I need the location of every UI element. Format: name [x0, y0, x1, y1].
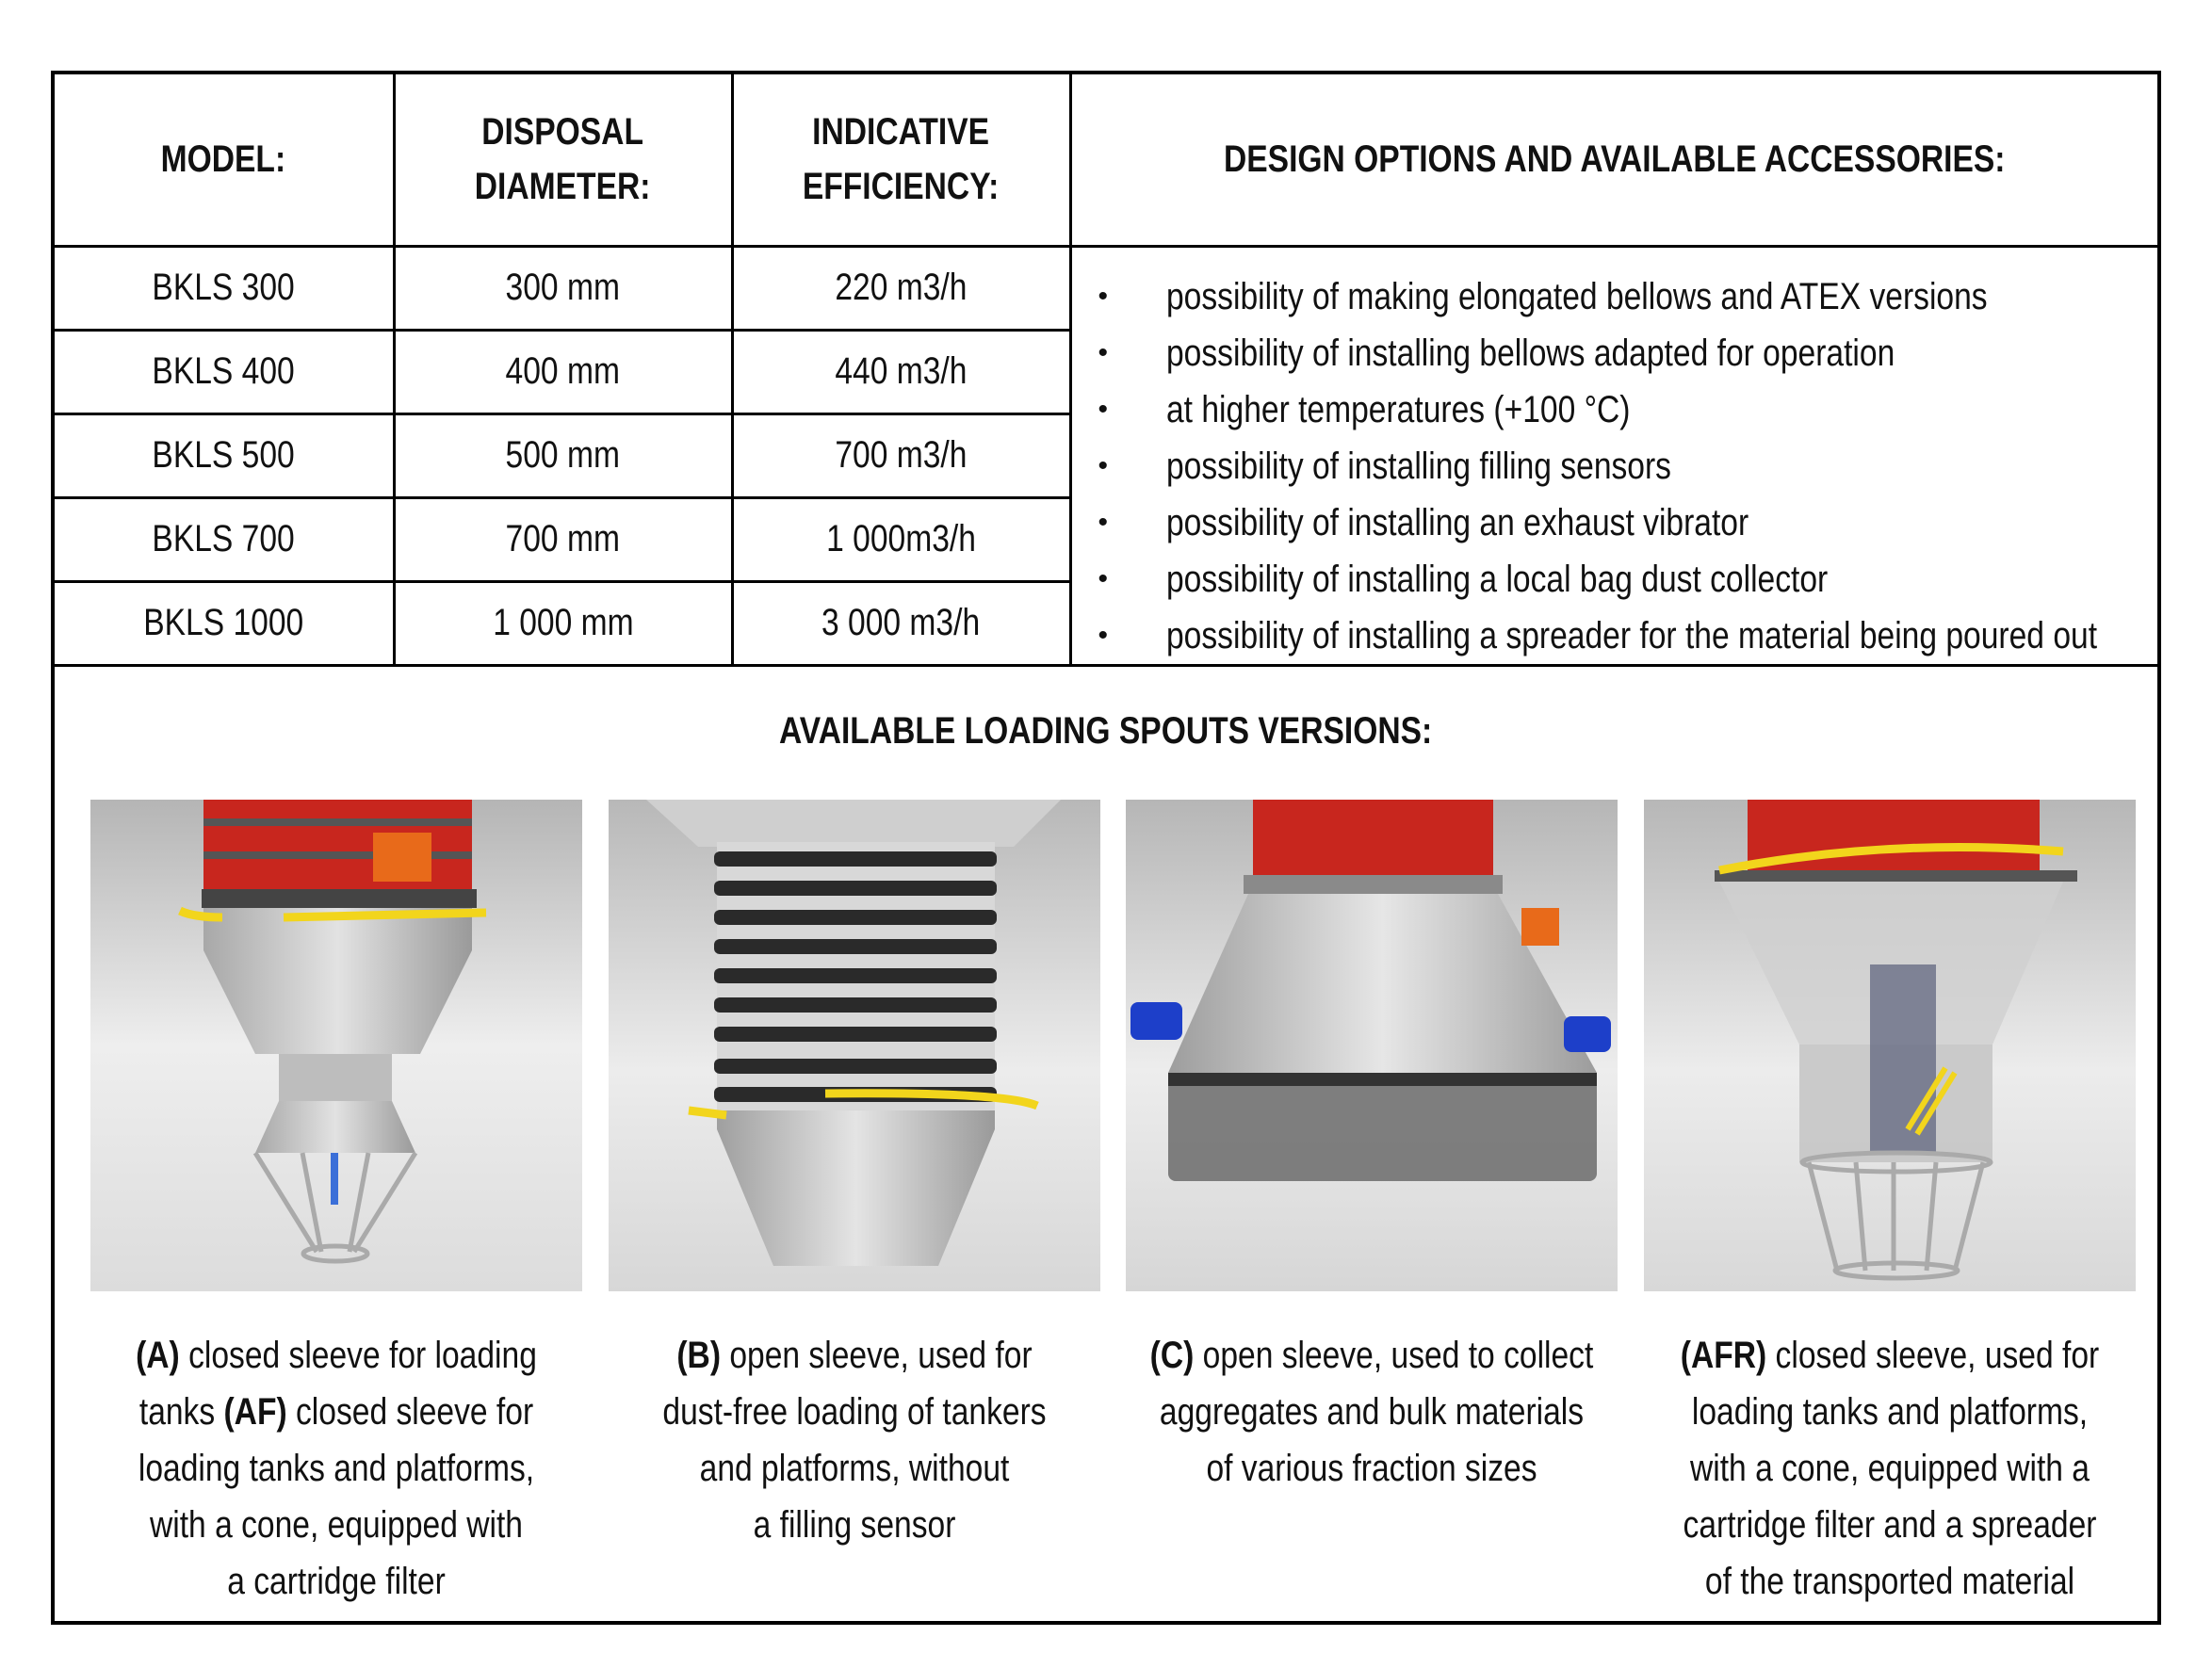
cell-diameter: 500 mm	[394, 413, 732, 497]
cell-efficiency: 1 000m3/h	[732, 497, 1070, 581]
list-item: • possibility of installing filling sensors	[1098, 445, 1671, 487]
cell-model: BKLS 300	[55, 246, 394, 330]
spout-caption-b: (B) open sleeve, used for dust-free loading of tankers and platforms, without a filling sensor	[662, 1335, 1047, 1546]
spout-card-afr	[1644, 800, 2136, 1610]
spout-card-c	[1126, 800, 1618, 1497]
list-item: • possibility of installing a local bag dust collector	[1098, 558, 1828, 600]
table-header-row	[55, 74, 2157, 246]
list-item: • possibility of making elongated bellows and ATEX versions	[1098, 275, 1988, 317]
cell-efficiency: 3 000 m3/h	[732, 581, 1070, 665]
spec-sheet-frame	[51, 71, 2161, 1625]
cell-efficiency: 220 m3/h	[732, 246, 1070, 330]
cell-efficiency: 440 m3/h	[732, 330, 1070, 413]
spout-image-b	[609, 800, 1100, 1291]
spout-card-a	[90, 800, 582, 1610]
cell-diameter: 700 mm	[394, 497, 732, 581]
list-item: • at higher temperatures (+100 °C)	[1098, 388, 1630, 430]
header-options: DESIGN OPTIONS AND AVAILABLE ACCESSORIES:	[1070, 74, 2157, 246]
list-item: • possibility of installing bellows adapted for operation	[1098, 332, 1895, 374]
cell-model: BKLS 700	[55, 497, 394, 581]
spout-caption-a: (A) closed sleeve for loading tanks (AF) closed sleeve for loading tanks and platforms, with a cone, equipped with a cartridge filter	[136, 1335, 537, 1602]
list-item: • possibility of installing a spreader for the material being poured out	[1098, 614, 2097, 656]
header-efficiency: INDICATIVE EFFICIENCY:	[732, 74, 1070, 246]
cell-diameter: 400 mm	[394, 330, 732, 413]
header-model: MODEL:	[55, 74, 394, 246]
spout-image-a	[90, 800, 582, 1291]
cell-model: BKLS 400	[55, 330, 394, 413]
spout-image-afr	[1644, 800, 2136, 1291]
spout-card-b	[609, 800, 1100, 1553]
cell-diameter: 300 mm	[394, 246, 732, 330]
list-item: • possibility of installing an exhaust vibrator	[1098, 501, 1748, 543]
spouts-title: AVAILABLE LOADING SPOUTS VERSIONS:	[779, 710, 1433, 752]
spout-caption-afr: (AFR) closed sleeve, used for loading tanks and platforms, with a cone, equipped with a cartridge filter and a spreader of the transported material	[1680, 1335, 2100, 1602]
spout-caption-c: (C) open sleeve, used to collect aggregates and bulk materials of various fraction sizes	[1149, 1335, 1594, 1489]
cell-model: BKLS 1000	[55, 581, 394, 665]
cell-model: BKLS 500	[55, 413, 394, 497]
table-row	[55, 246, 2157, 330]
options-cell	[1070, 246, 2157, 665]
spec-table	[55, 74, 2157, 667]
cell-efficiency: 700 m3/h	[732, 413, 1070, 497]
spout-image-c	[1126, 800, 1618, 1291]
header-diameter: DISPOSAL DIAMETER:	[394, 74, 732, 246]
cell-diameter: 1 000 mm	[394, 581, 732, 665]
options-list	[1072, 248, 2158, 664]
